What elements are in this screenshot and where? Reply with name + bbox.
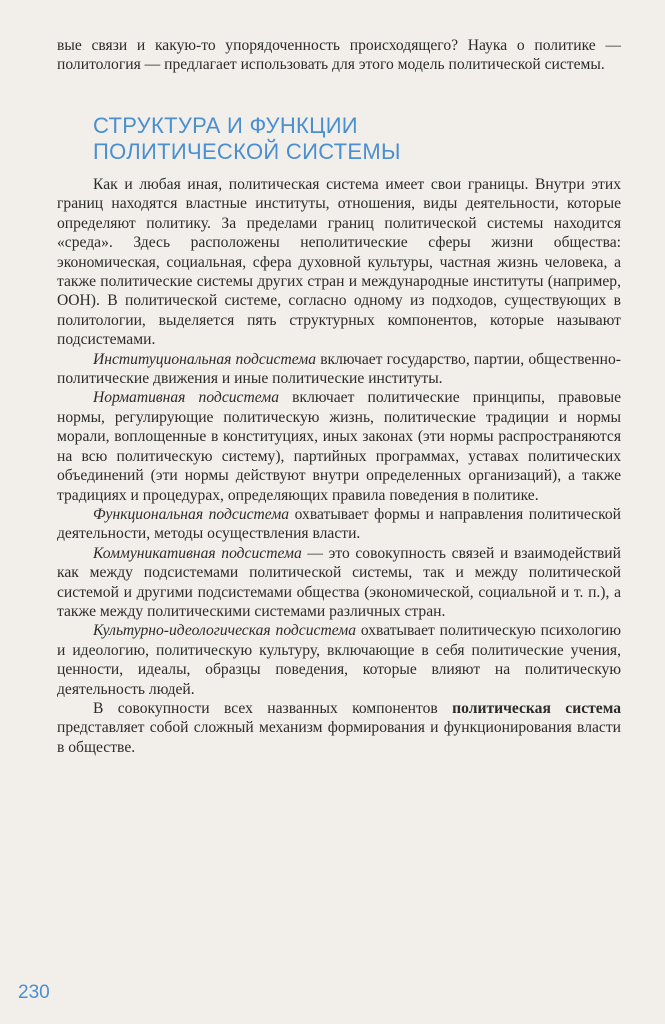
paragraph-functional [57,505,621,544]
section-heading-line-1: СТРУКТУРА И ФУНКЦИИ [93,113,358,138]
term-normative: Нормативная подсистема [93,389,280,407]
paragraph-normative-text: включает политические принципы, правовые нормы, регулирующие политическую жизнь, политические традиции и нормы морали, воплощенные в конституциях, иных законах (эти нормы распространяются на всю политическую систему), партийных программах, уставах политических объединений (эти нормы действуют внутри определенных организаций), а также традициях и процедурах, определяющих правила поведения в политике. [57,389,621,504]
paragraph-cultural-ideological [57,621,621,699]
paragraph-conclusion [57,699,621,757]
paragraph-communicative [57,544,621,622]
paragraph-institutional-text: включает государство, партии, общественно-политические движения и иные политические институты. [57,350,621,388]
section-heading [93,113,593,165]
term-functional: Функциональная подсистема [93,505,290,523]
term-institutional: Институциональная подсистема [93,350,317,368]
page-number: 230 [18,982,50,1003]
paragraph-conclusion-start: В совокупности всех названных компонентов [93,699,453,717]
paragraph-functional-text: охватывает формы и направления политической деятельности, методы осуществления власти. [57,505,621,543]
term-political-system: политическая система [452,699,622,717]
section-heading-line-2: ПОЛИТИЧЕСКОЙ СИСТЕМЫ [93,139,401,164]
term-communicative: Коммуникативная подсистема [93,544,302,562]
paragraph-institutional [57,350,621,389]
section-body [57,175,621,757]
term-cultural-ideological: Культурно-идеологическая подсистема [93,622,356,640]
intro-paragraph [57,36,621,75]
paragraph-normative [57,388,621,504]
paragraph-conclusion-text: представляет собой сложный механизм формирования и функционирования власти в обществе. [57,719,621,756]
intro-text: вые связи и какую-то упорядоченность происходящего? Наука о политике — политология — предлагает использовать для этого модель политической системы. [57,37,621,74]
paragraph-communicative-text: — это совокупность связей и взаимодействий как между подсистемами политической системы, так и между политической системой и другими подсистемами общества (экономической, социальной и т. п.), а также между политическими системами различных стран. [57,544,621,620]
paragraph-cultural-ideological-text: охватывает политическую психологию и идеологию, политическую культуру, включающие в себя политические учения, ценности, идеалы, образцы поведения, которые влияют на политическую деятельность людей. [57,622,622,698]
paragraph-borders: Как и любая иная, политическая система имеет свои границы. Внутри этих границ находятся властные институты, отношения, виды деятельности, которые определяют политику. За пределами границ политической системы находится «среда». Здесь расположены неполитические сферы жизни общества: экономическая, социальная, сфера духовной культуры, частная жизнь человека, а также политические системы других стран и международные институты (например, ООН). В политической системе, согласно одному из подходов, существующих в политологии, выделяется пять структурных компонентов, которые называют подсистемами. [57,176,621,349]
